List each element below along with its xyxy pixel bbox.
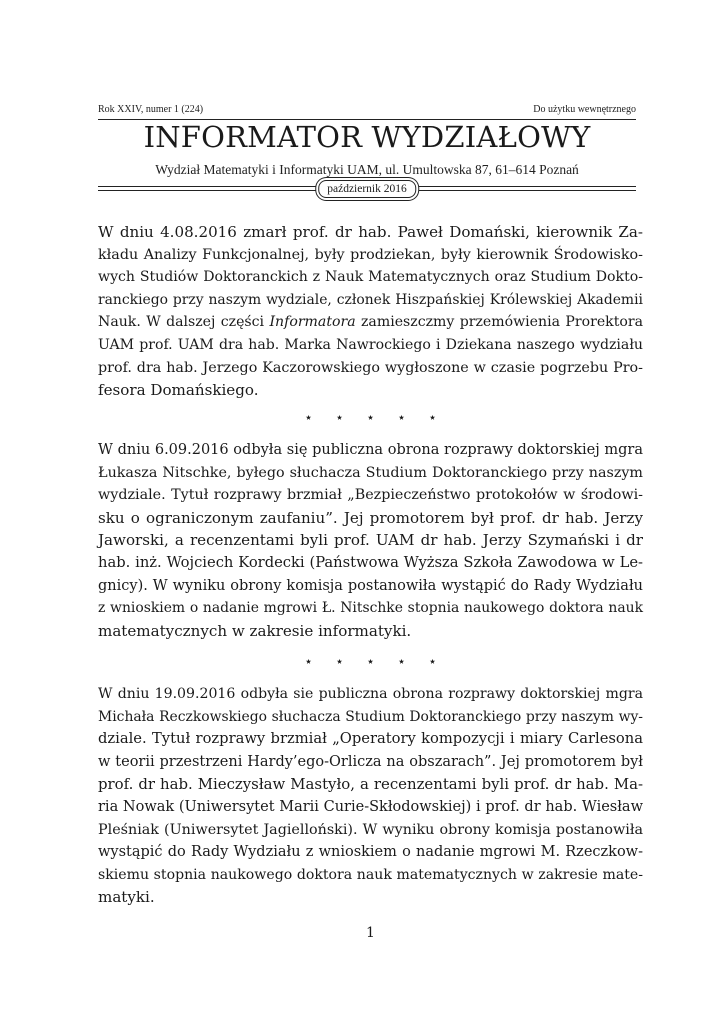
section-separator bbox=[98, 410, 643, 426]
article-line: kładu Analizy Funkcjonalnej, były prodziekan, były kierownik Środowisko- bbox=[98, 246, 643, 263]
article-line: W dniu 6.09.2016 odbyła się publiczna obrona rozprawy doktorskiej mgra bbox=[98, 442, 643, 458]
article-line: W dniu 4.08.2016 zmarł prof. dr hab. Paweł Domański, kierownik Za- bbox=[98, 223, 643, 241]
date-banner bbox=[98, 180, 636, 200]
star-icon: ⋆ bbox=[304, 410, 313, 426]
article-line: gnicy). W wyniku obrony komisja postanowiła wystąpić do Rady Wydziału bbox=[98, 577, 643, 594]
article-line: UAM prof. UAM dra hab. Marka Nawrockiego i Dziekana naszego wydziału bbox=[98, 336, 643, 353]
periodical-name: Informatora bbox=[269, 314, 356, 331]
masthead-title: INFORMATOR WYDZIAŁOWY bbox=[143, 120, 591, 154]
issue-date: październik 2016 bbox=[318, 180, 416, 198]
article-line: Pleśniak (Uniwersytet Jagielloński). W wyniku obrony komisja postanowiła bbox=[98, 821, 643, 838]
issue-number: Rok XXIV, numer 1 (224) bbox=[98, 104, 204, 115]
article-line: matematycznych w zakresie informatyki. bbox=[98, 621, 412, 640]
article-line: hab. inż. Wojciech Kordecki (Państwowa Wyższa Szkoła Zawodowa w Le- bbox=[98, 553, 643, 571]
article-line: Łukasza Nitschke, byłego słuchacza Studium Doktoranckiego przy naszym bbox=[98, 464, 643, 481]
article-line: ria Nowak (Uniwersytet Marii Curie-Skłodowskiej) i prof. dr hab. Wiesław bbox=[98, 798, 643, 815]
star-icon: ⋆ bbox=[428, 654, 437, 670]
article-line: ranckiego przy naszym wydziale, członek Hiszpańskiej Królewskiej Akademii bbox=[98, 291, 643, 308]
article-line: sku o ograniczonym zaufaniu”. Jej promotorem był prof. dr hab. Jerzy bbox=[98, 508, 643, 527]
article-2 bbox=[98, 439, 643, 642]
star-icon: ⋆ bbox=[335, 410, 344, 426]
article-3 bbox=[98, 683, 643, 909]
star-icon: ⋆ bbox=[428, 410, 437, 426]
article-line: z wnioskiem o nadanie mgrowi Ł. Nitschke stopnia naukowego doktora nauk bbox=[98, 600, 643, 617]
article-line: fesora Domańskiego. bbox=[98, 381, 259, 400]
article-line: wystąpić do Rady Wydziału z wnioskiem o nadanie mgrowi M. Rzeczkow- bbox=[98, 844, 643, 861]
article-1 bbox=[98, 221, 643, 402]
star-icon: ⋆ bbox=[304, 654, 313, 670]
article-line: Michała Reczkowskiego słuchacza Studium Doktoranckiego przy naszym wy- bbox=[98, 708, 643, 725]
article-line: matyki. bbox=[98, 888, 155, 907]
star-icon: ⋆ bbox=[397, 410, 406, 426]
section-separator bbox=[98, 654, 643, 670]
article-line: Jaworski, a recenzentami byli prof. UAM dr hab. Jerzy Szymański i dr bbox=[98, 531, 643, 550]
masthead-subtitle: Wydział Matematyki i Informatyki UAM, ul. Umultowska 87, 61–614 Poznań bbox=[155, 162, 579, 177]
article-line: wydziale. Tytuł rozprawy brzmiał „Bezpieczeństwo protokołów w środowi- bbox=[98, 487, 643, 504]
star-icon: ⋆ bbox=[366, 410, 375, 426]
article-line: skiemu stopnia naukowego doktora nauk matematycznych w zakresie mate- bbox=[98, 866, 643, 883]
running-header bbox=[98, 104, 636, 115]
article-line: W dniu 19.09.2016 odbyła sie publiczna obrona rozprawy doktorskiej mgra bbox=[98, 686, 643, 702]
article-line: dziale. Tytuł rozprawy brzmiał „Operatory kompozycji i miary Carlesona bbox=[98, 730, 643, 748]
star-icon: ⋆ bbox=[335, 654, 344, 670]
star-icon: ⋆ bbox=[366, 654, 375, 670]
usage-note: Do użytku wewnętrznego bbox=[533, 104, 636, 115]
article-line: w teorii przestrzeni Hardy’ego-Orlicza na obszarach”. Jej promotorem był bbox=[98, 753, 643, 770]
article-line: prof. dr hab. Mieczysław Mastyło, a recenzentami byli prof. dr hab. Ma- bbox=[98, 775, 643, 794]
article-line-with-italic: Nauk. W dalszej części Informatora zamieszczmy przemówienia Prorektora bbox=[98, 314, 643, 331]
article-line: wych Studiów Doktoranckich z Nauk Matematycznych oraz Studium Dokto- bbox=[98, 269, 643, 286]
star-icon: ⋆ bbox=[397, 654, 406, 670]
article-line: prof. dra hab. Jerzego Kaczorowskiego wygłoszone w czasie pogrzebu Pro- bbox=[98, 359, 643, 376]
page-number: 1 bbox=[366, 925, 375, 941]
